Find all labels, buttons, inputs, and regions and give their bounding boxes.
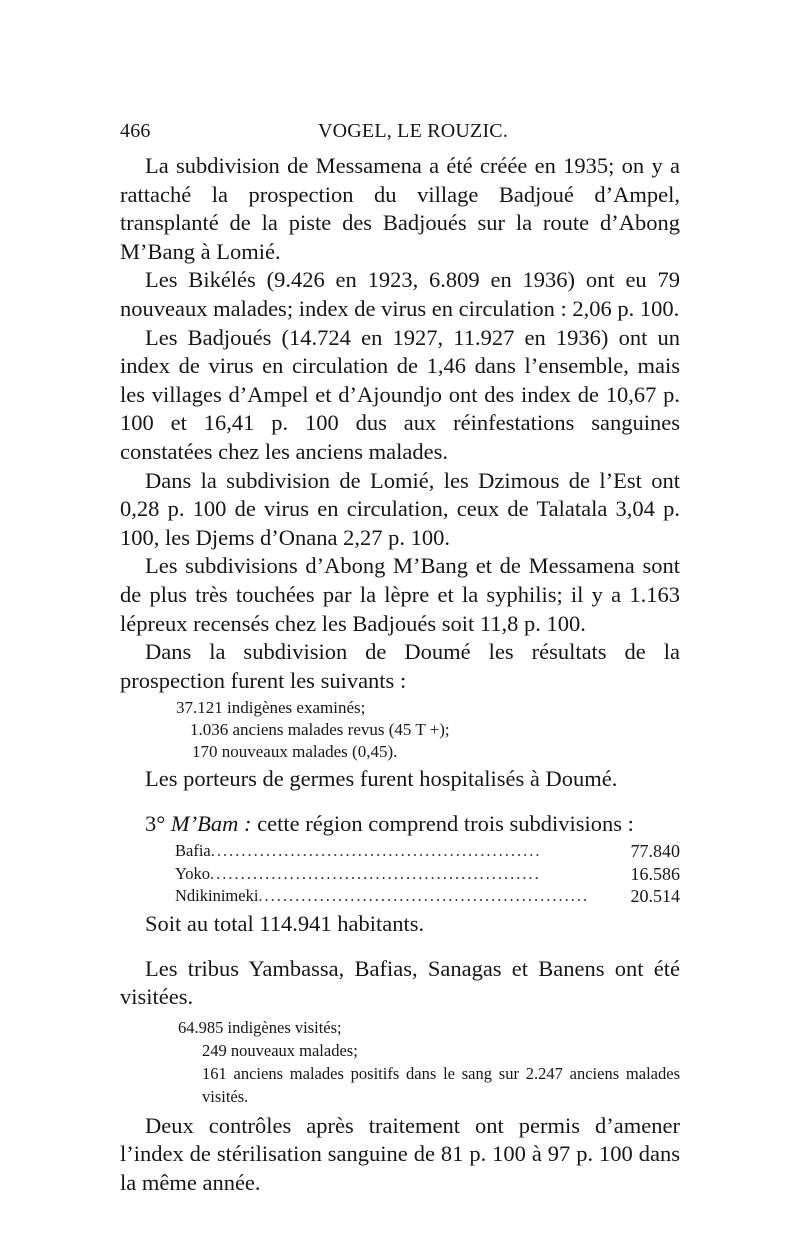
list-item: 170 nouveaux malades (0,45).	[192, 742, 398, 762]
paragraph-bikeles: Les Bikélés (9.426 en 1923, 6.809 en 1936) ont eu 79 nouveaux malades; index de virus en circulation : 2,06 p. 100.	[120, 267, 680, 321]
running-head	[120, 120, 680, 150]
list-item: 64.985 indigènes visités;	[178, 1017, 342, 1037]
paragraph-doume: Dans la subdivision de Doumé les résultats de la prospection furent les suivants :	[120, 639, 680, 693]
page-body	[120, 152, 680, 1198]
dot-leader: ......................................................	[258, 886, 590, 906]
paragraph-tribus: Les tribus Yambassa, Bafias, Sanagas et Banens ont été visitées.	[120, 955, 680, 1010]
paragraph-total: Soit au total 114.941 habitants.	[145, 910, 425, 936]
subdivision-population: 77.840	[630, 841, 680, 862]
region-description: cette région comprend trois subdivisions :	[257, 810, 634, 836]
visit-results-list	[120, 1016, 680, 1108]
table-row	[120, 863, 680, 886]
region-name: M’Bam :	[170, 810, 252, 836]
paragraph-porteurs: Les porteurs de germes furent hospitalisés à Doumé.	[145, 766, 618, 792]
subdivision-name: Bafia	[175, 841, 211, 861]
section-number: 3°	[145, 810, 166, 836]
dot-leader: ......................................................	[210, 863, 541, 883]
mbam-subdivisions-table	[120, 840, 680, 908]
list-item: 37.121 indigènes examinés;	[176, 698, 366, 718]
page-number: 466	[120, 120, 151, 142]
list-item: 249 nouveaux malades;	[202, 1040, 358, 1060]
paragraph-mbam	[120, 810, 680, 839]
subdivision-population: 20.514	[630, 886, 680, 907]
dot-leader: ......................................................	[210, 841, 542, 861]
paragraph-abong-mbang: Les subdivisions d’Abong M’Bang et de Messamena sont de plus très touchées par la lèpre et la syphilis; il y a 1.163 lépreux recensés chez les Badjoués soit 11,8 p. 100.	[120, 553, 680, 636]
doume-results-list	[120, 697, 680, 763]
list-item: 1.036 anciens malades revus (45 T +);	[190, 720, 450, 740]
running-title: VOGEL, LE ROUZIC.	[318, 120, 509, 142]
paragraph-controles: Deux contrôles après traitement ont permis d’amener l’index de stérilisation sanguine de 81 p. 100 à 97 p. 100 dans la même année.	[120, 1112, 680, 1195]
subdivision-name: Ndikinimeki	[175, 886, 259, 906]
table-row	[120, 840, 680, 863]
paragraph-badjoues: Les Badjoués (14.724 en 1927, 11.927 en 1936) ont un index de virus en circulation de 1,46 dans l’ensemble, mais les villages d’Ampel et d’Ajoundjo ont des index de 10,67 p. 100 et 16,41 p. 100 dus aux réinfestations sanguines constatées chez les anciens malades.	[120, 324, 680, 464]
table-row	[120, 885, 680, 908]
subdivision-name: Yoko	[175, 863, 211, 883]
paragraph-lomie: Dans la subdivision de Lomié, les Dzimous de l’Est ont 0,28 p. 100 de virus en circulation, ceux de Talatala 3,04 p. 100, les Djems d’Onana 2,27 p. 100.	[120, 467, 680, 550]
subdivision-population: 16.586	[630, 863, 680, 884]
list-item: 161 anciens malades positifs dans le sang sur 2.247 anciens malades visités.	[202, 1063, 680, 1106]
paragraph-messamena: La subdivision de Messamena a été créée en 1935; on y a rattaché la prospection du village Badjoué d’Ampel, transplanté de la piste des Badjoués sur la route d’Abong M’Bang à Lomié.	[120, 153, 680, 264]
